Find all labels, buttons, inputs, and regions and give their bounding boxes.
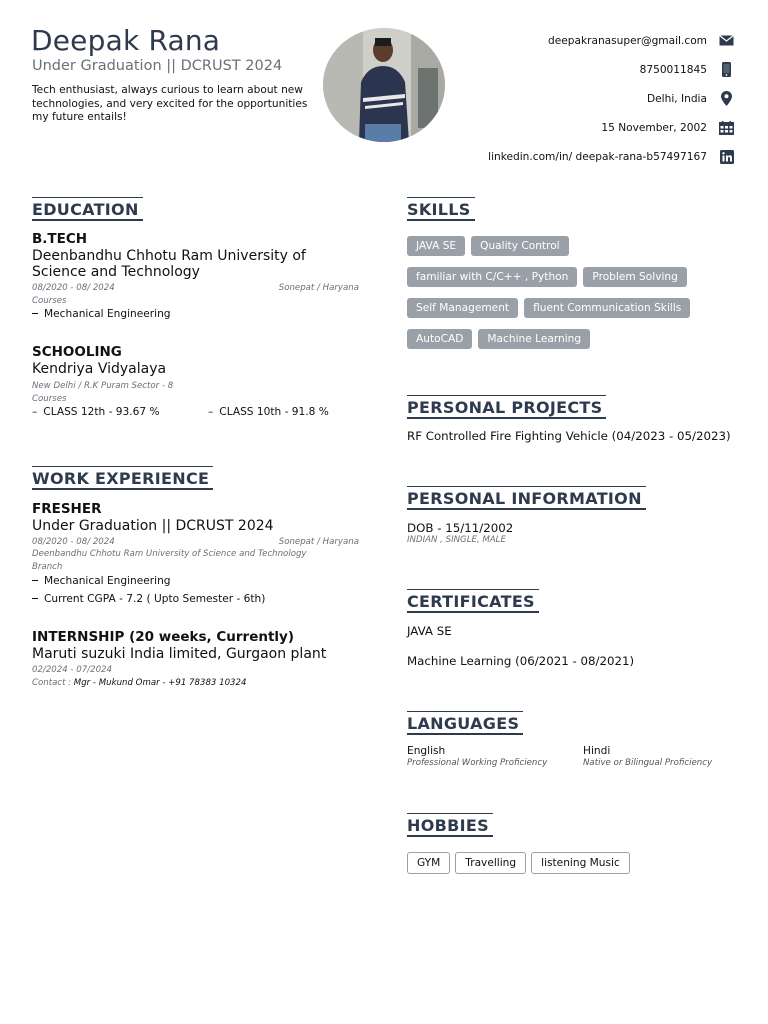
language-item	[407, 745, 583, 768]
internship-dates: 02/2024 - 07/2024	[32, 665, 112, 675]
language-level: Professional Working Proficiency	[407, 758, 548, 768]
work-internship	[32, 629, 326, 688]
skill-chip: Problem Solving	[583, 267, 686, 287]
contact-linkedin-text[interactable]: linkedin.com/in/ deepak-rana-b57497167	[488, 150, 707, 163]
btech-school: Deenbandhu Chhotu Ram University of Science and Technology	[32, 248, 306, 280]
hobby-chip: GYM	[407, 852, 450, 874]
work-heading: WORK EXPERIENCE	[32, 469, 210, 488]
skill-chip: Self Management	[407, 298, 518, 318]
hobby-chip: listening Music	[531, 852, 630, 874]
skill-chip: familiar with C/C++ , Python	[407, 267, 577, 287]
schooling-courses-label: Courses	[32, 394, 67, 404]
certificate-item: JAVA SE	[407, 624, 452, 638]
language-name: Hindi	[583, 745, 611, 757]
personal-details: INDIAN , SINGLE, MALE	[407, 535, 506, 545]
languages-section	[407, 714, 521, 733]
hobbies-list	[407, 851, 635, 874]
contact-birthdate	[404, 113, 734, 142]
fresher-branch-label: Branch	[32, 562, 63, 572]
language-level: Native or Bilingual Proficiency	[583, 758, 713, 768]
contact-linkedin[interactable]	[404, 142, 734, 171]
schooling-degree: SCHOOLING	[32, 344, 122, 360]
languages-list	[407, 745, 712, 768]
personal-section	[407, 489, 644, 508]
email-icon	[719, 33, 734, 48]
skills-heading: SKILLS	[407, 200, 471, 219]
hobby-chip: Travelling	[455, 852, 526, 874]
skills-row	[407, 234, 747, 265]
btech-meta	[32, 283, 359, 293]
fresher-role: FRESHER	[32, 501, 102, 517]
internship-contact: Contact : Mgr - Mukund Omar - +91 78383 10324	[32, 678, 247, 688]
project-item: RF Controlled Fire Fighting Vehicle (04/2023 - 05/2023)	[407, 429, 731, 443]
skills-row	[407, 327, 747, 358]
fresher-item: Mechanical Engineering	[32, 573, 359, 588]
skill-chip: Quality Control	[471, 236, 569, 256]
calendar-icon	[719, 120, 734, 135]
skill-chip: AutoCAD	[407, 329, 472, 349]
contact-list	[404, 26, 734, 171]
skills-row	[407, 265, 747, 296]
contact-phone	[404, 55, 734, 84]
skill-chip: Machine Learning	[478, 329, 590, 349]
fresher-item: Current CGPA - 7.2 ( Upto Semester - 6th)	[32, 591, 359, 606]
btech-courses-label: Courses	[32, 296, 67, 306]
language-item	[583, 745, 712, 768]
phone-icon	[719, 62, 734, 77]
internship-org: Maruti suzuki India limited, Gurgaon plant	[32, 646, 327, 662]
summary-text: Tech enthusiast, always curious to learn about new technologies, and very excited for the opportunities my future entails!	[32, 84, 308, 124]
dob-text: DOB - 15/11/2002	[407, 521, 514, 535]
contact-location	[404, 84, 734, 113]
fresher-location: Sonepat / Haryana	[278, 537, 359, 547]
fresher-dates: 08/2020 - 08/ 2024	[32, 537, 115, 547]
contact-email-text[interactable]: deepakranasuper@gmail.com	[547, 34, 707, 47]
schooling-location: New Delhi / R.K Puram Sector - 8	[32, 381, 174, 391]
fresher-org: Under Graduation || DCRUST 2024	[32, 518, 274, 534]
languages-heading: LANGUAGES	[407, 714, 520, 733]
contact-email[interactable]	[404, 26, 734, 55]
education-heading: EDUCATION	[32, 200, 139, 219]
location-icon	[719, 91, 734, 106]
schooling-courses	[32, 404, 359, 419]
skills-section	[407, 200, 473, 219]
candidate-subtitle: Under Graduation || DCRUST 2024	[32, 58, 283, 74]
skills-row	[407, 296, 747, 327]
certificates-section	[407, 592, 537, 611]
linkedin-icon	[719, 149, 734, 164]
personal-info	[407, 521, 513, 545]
contact-phone-text: 8750011845	[639, 63, 707, 76]
schooling-course-item: – CLASS 10th - 91.8 %	[208, 405, 329, 418]
projects-section	[407, 398, 604, 417]
btech-dates: 08/2020 - 08/ 2024	[32, 283, 115, 293]
skills-list	[407, 234, 747, 358]
work-fresher	[32, 501, 359, 606]
work-section	[32, 469, 211, 488]
personal-heading: PERSONAL INFORMATION	[407, 489, 642, 508]
skill-chip: JAVA SE	[407, 236, 465, 256]
certificates-heading: CERTIFICATES	[407, 592, 535, 611]
certificate-item: Machine Learning (06/2021 - 08/2021)	[407, 654, 635, 668]
candidate-name: Deepak Rana	[31, 24, 221, 57]
education-btech	[32, 231, 359, 321]
fresher-meta	[32, 537, 359, 547]
btech-course-item: Mechanical Engineering	[32, 306, 359, 321]
schooling-school: Kendriya Vidyalaya	[32, 361, 167, 377]
hobbies-heading: HOBBIES	[407, 816, 489, 835]
fresher-description: Deenbandhu Chhotu Ram University of Science and Technology	[32, 549, 307, 559]
projects-heading: PERSONAL PROJECTS	[407, 398, 603, 417]
btech-location: Sonepat / Haryana	[278, 283, 359, 293]
contact-birthdate-text: 15 November, 2002	[601, 121, 707, 134]
internship-role: INTERNSHIP (20 weeks, Currently)	[32, 629, 295, 645]
contact-location-text: Delhi, India	[646, 92, 707, 105]
btech-degree: B.TECH	[32, 231, 88, 247]
schooling-course-item: – CLASS 12th - 93.67 %	[32, 405, 160, 418]
education-section	[32, 200, 141, 219]
language-name: English	[407, 745, 446, 757]
hobbies-section	[407, 816, 491, 835]
education-schooling	[32, 344, 359, 419]
skill-chip: fluent Communication Skills	[524, 298, 690, 318]
